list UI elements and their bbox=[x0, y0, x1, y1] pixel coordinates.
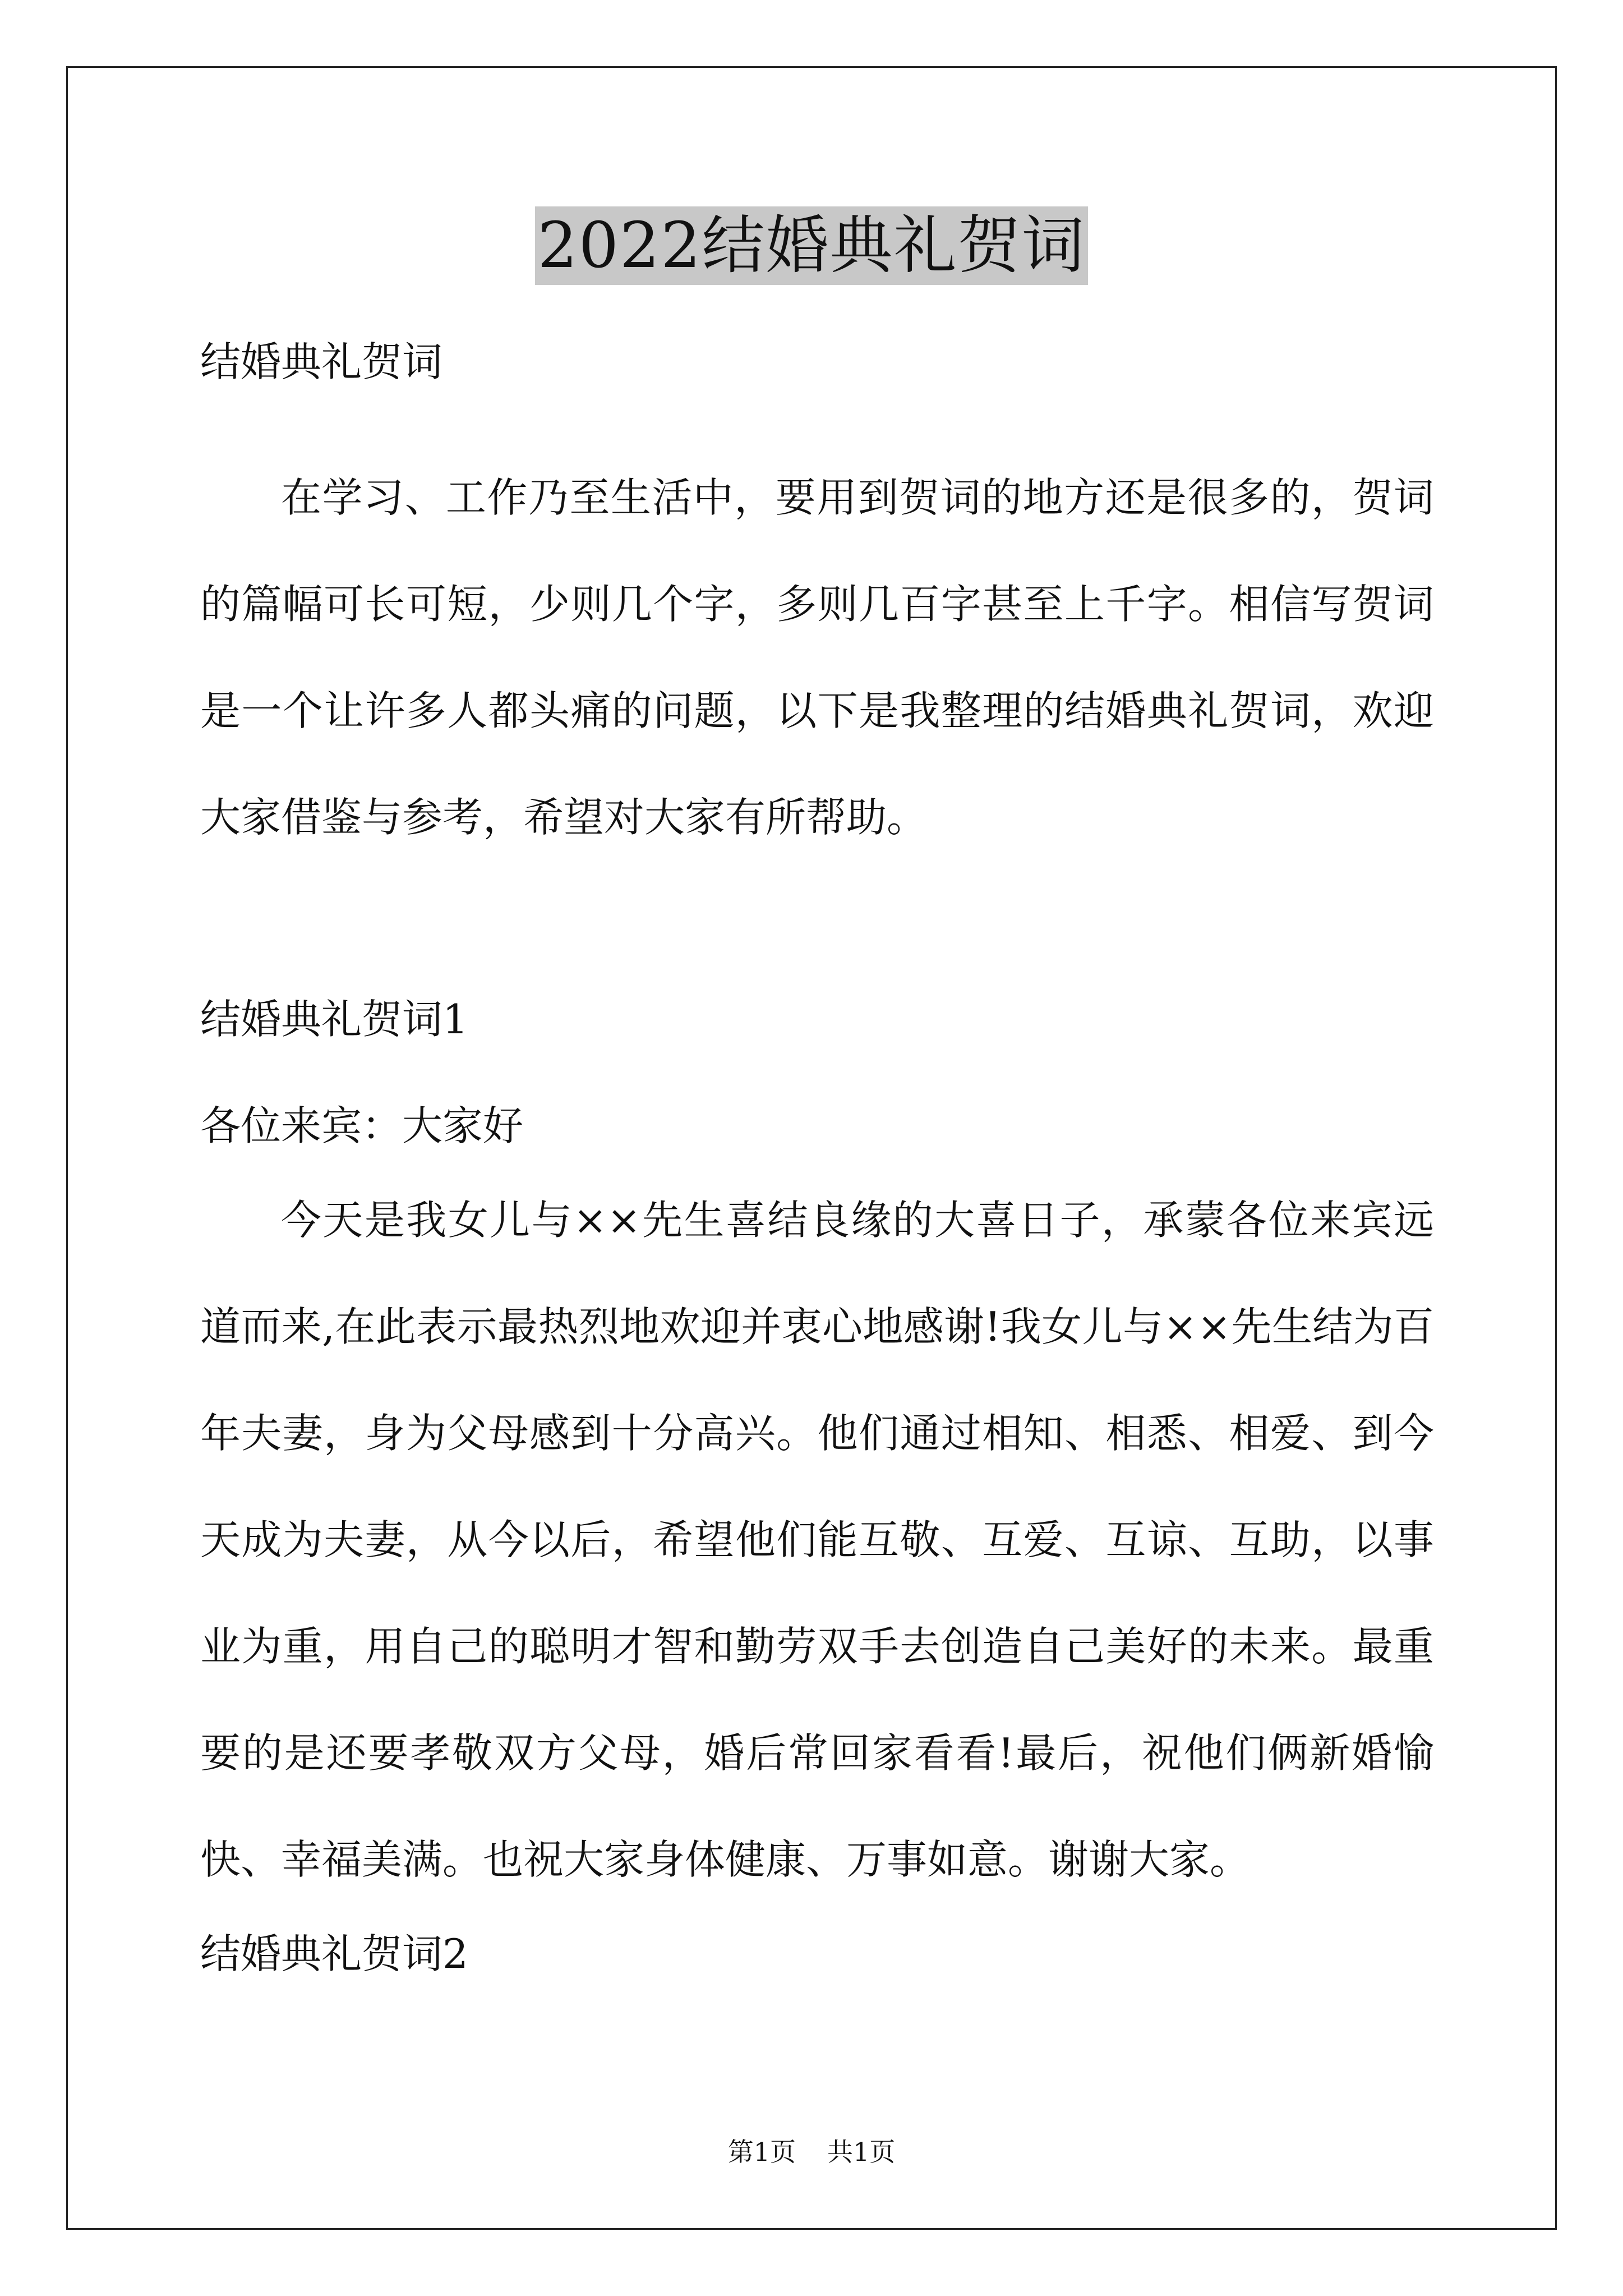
section-1-title: 结婚典礼贺词1 bbox=[200, 996, 468, 1043]
section-heading: 结婚典礼贺词 bbox=[200, 338, 443, 385]
title-container bbox=[0, 206, 1623, 285]
page-number-current: 第1页 bbox=[727, 2137, 796, 2167]
intro-paragraph: 在学习、工作乃至生活中，要用到贺词的地方还是很多的，贺词的篇幅可长可短，少则几个字，多则几百字甚至上千字。相信写贺词是一个让许多人都头痛的问题，以下是我整理的结婚典礼贺词，欢迎大家借鉴与参考，希望对大家有所帮助。 bbox=[200, 474, 1434, 841]
page-number-total: 共1页 bbox=[827, 2137, 896, 2167]
page-footer bbox=[0, 2135, 1623, 2169]
document-title: 2022结婚典礼贺词 bbox=[535, 206, 1087, 285]
section-2-title: 结婚典礼贺词2 bbox=[200, 1930, 468, 1977]
document-body bbox=[200, 337, 1434, 1979]
section-1-body: 今天是我女儿与××先生喜结良缘的大喜日子，承蒙各位来宾远道而来,在此表示最热烈地欢迎并衷心地感谢!我女儿与××先生结为百年夫妻，身为父母感到十分高兴。他们通过相知、相悉、相爱、到今天成为夫妻，从今以后，希望他们能互敬、互爱、互谅、互助，以事业为重，用自己的聪明才智和勤劳双手去创造自己美好的未来。最重要的是还要孝敬双方父母，婚后常回家看看!最后，祝他们俩新婚愉快、幸福美满。也祝大家身体健康、万事如意。谢谢大家。 bbox=[200, 1197, 1434, 1883]
section-1-greeting: 各位来宾：大家好 bbox=[200, 1102, 524, 1149]
